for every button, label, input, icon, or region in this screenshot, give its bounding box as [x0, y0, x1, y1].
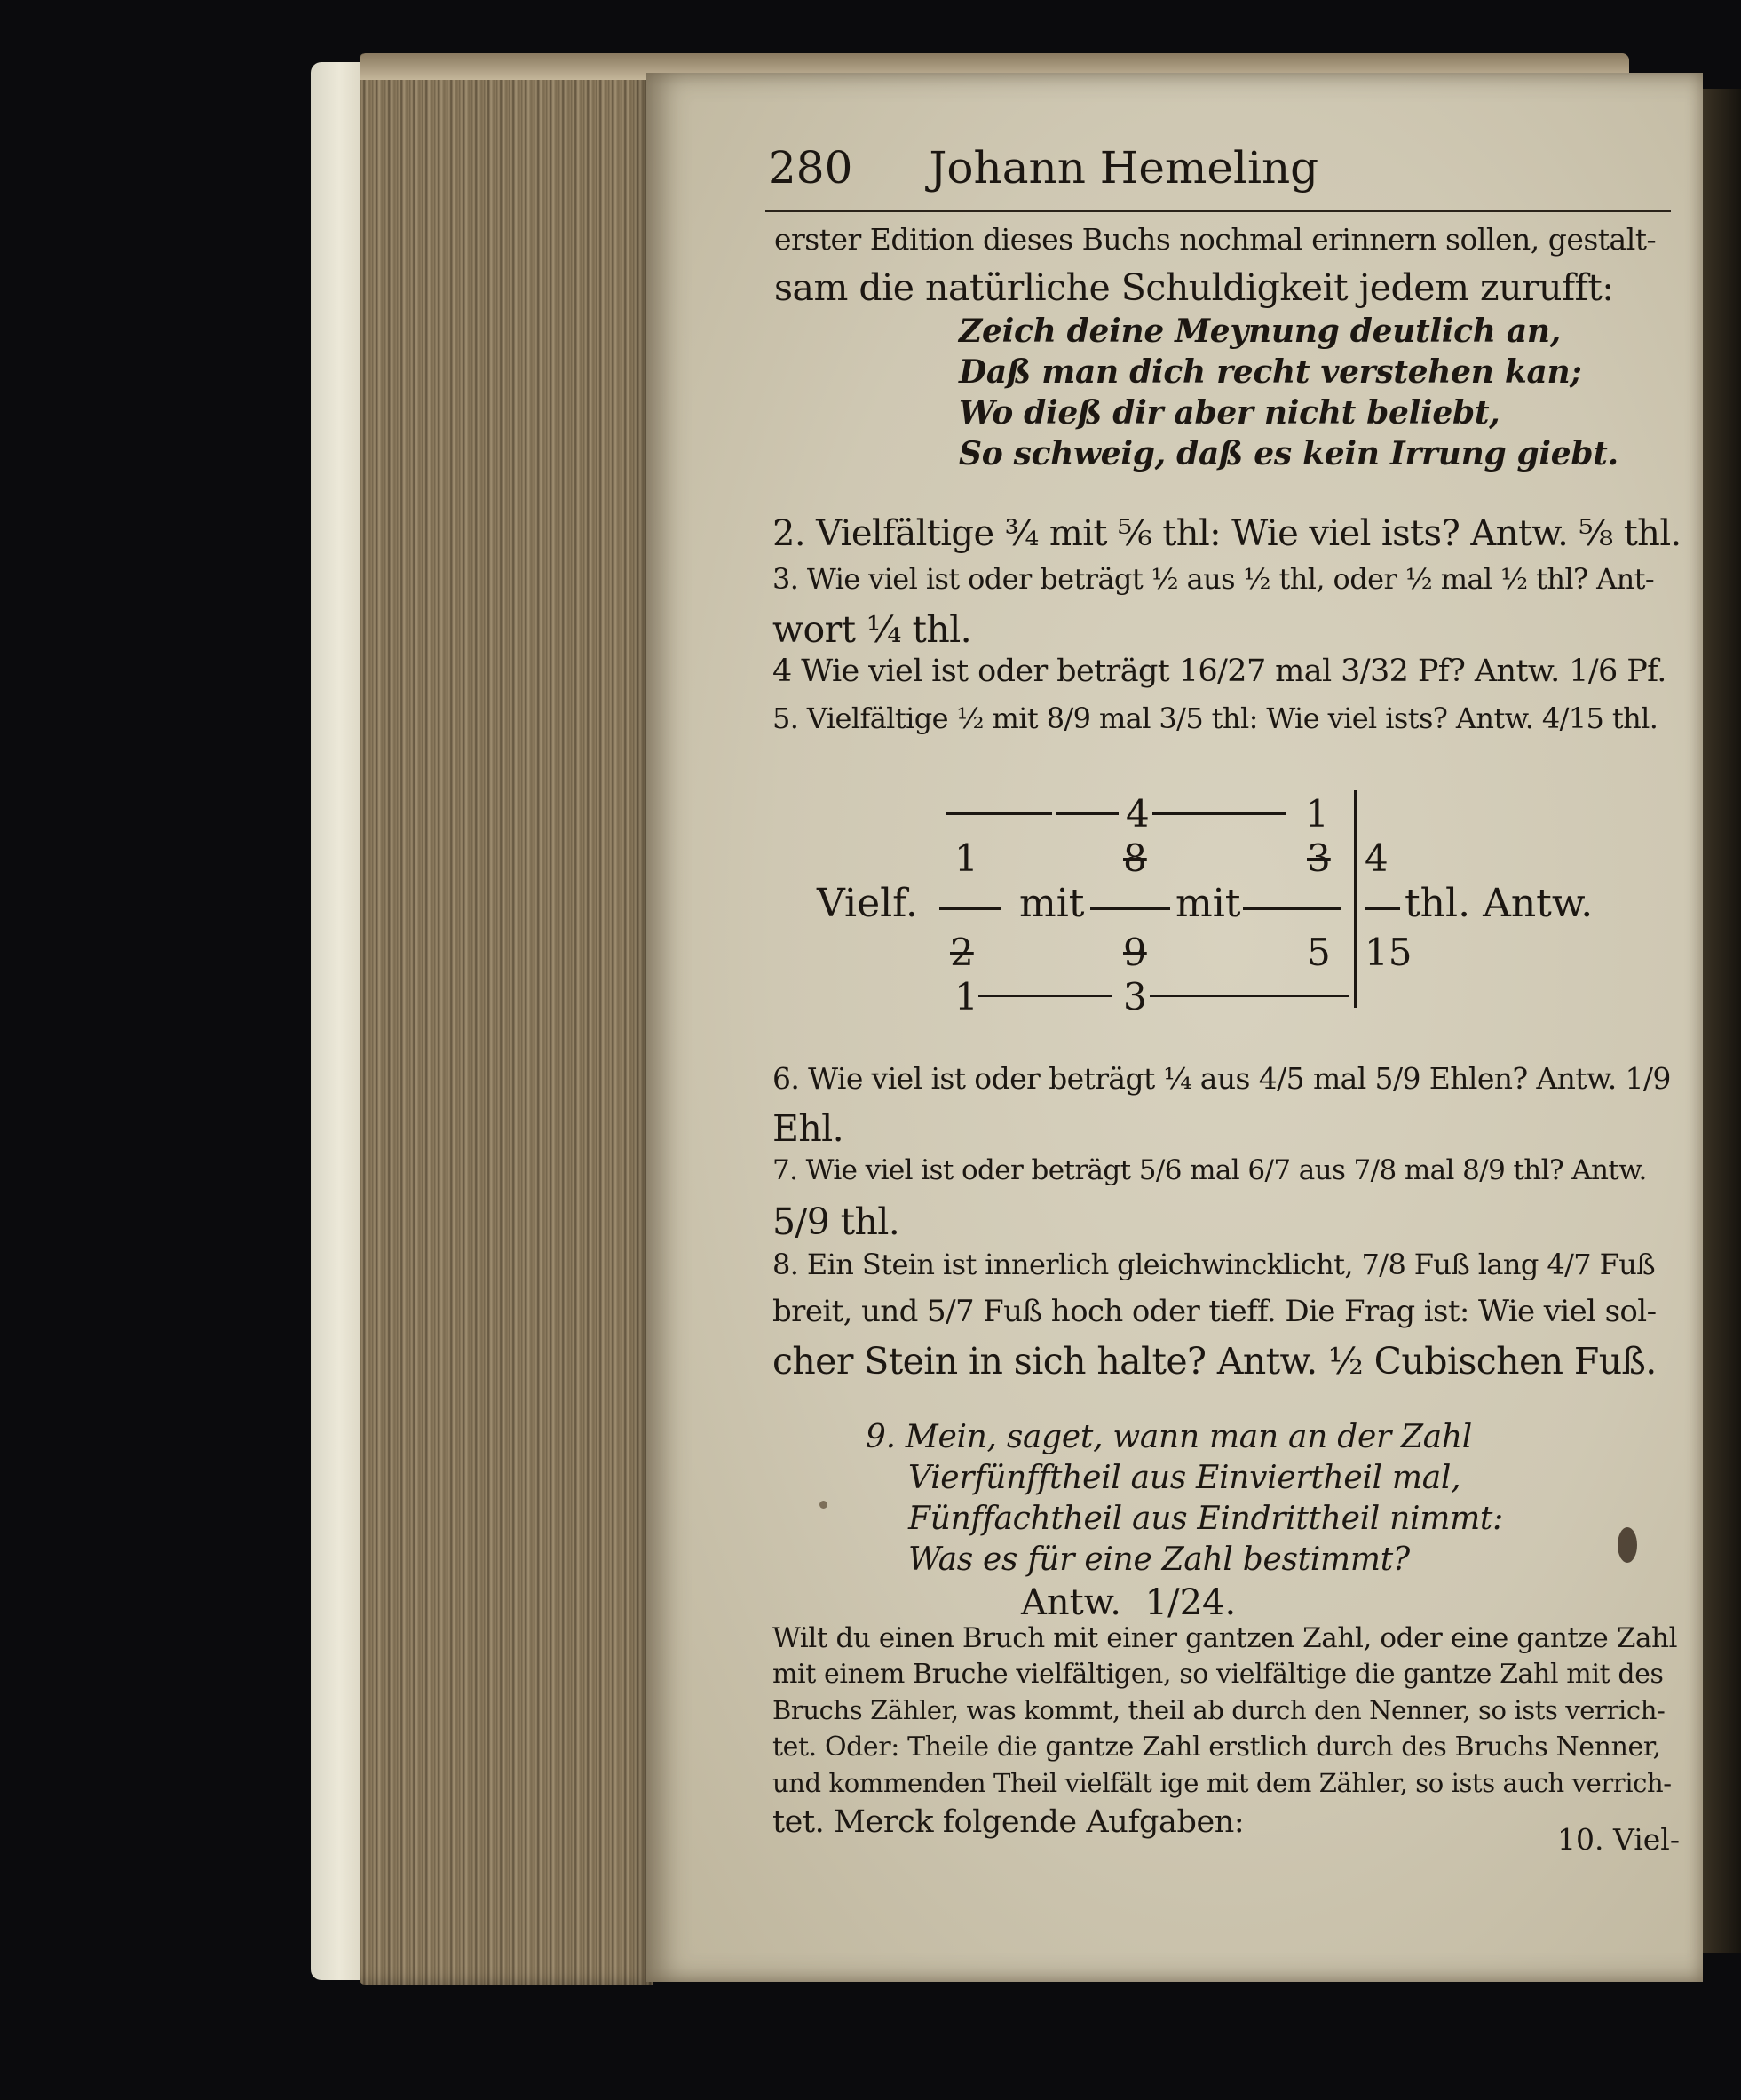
diagram-num-3: 3	[1307, 836, 1331, 880]
page-number: 280	[768, 142, 853, 194]
running-head	[768, 142, 1389, 194]
diagram-den-3: 5	[1307, 931, 1331, 974]
diagram-top-mid: 4	[1126, 792, 1150, 836]
riddle-line-1: 9. Mein, saget, wann man an der Zahl	[866, 1419, 1472, 1455]
diagram-den-2: 9	[1123, 931, 1147, 974]
diagram-result-num: 4	[1365, 836, 1389, 880]
riddle-answer-value: 1/24.	[1144, 1582, 1237, 1623]
problem-8-line-3: cher Stein in sich halte? Antw. ½ Cubischen Fuß.	[772, 1340, 1657, 1383]
verse-line-2: Daß man dich recht verstehen kan;	[959, 353, 1582, 391]
ink-spot	[819, 1501, 827, 1509]
problem-7-line-2: 5/9 thl.	[772, 1201, 900, 1243]
intro-line-1: erster Edition dieses Buchs nochmal erinnern sollen, gestalt-	[774, 222, 1657, 257]
problem-6-line-2: Ehl.	[772, 1107, 844, 1150]
verse-line-3: Wo dieß dir aber nicht beliebt,	[959, 394, 1500, 432]
diagram-top-right: 1	[1305, 792, 1329, 836]
diagram-label-vielf: Vielf.	[817, 881, 918, 926]
diagram-num-1: 1	[954, 836, 978, 880]
problem-5: 5. Vielfältige ½ mit 8/9 mal 3/5 thl: Wie viel ists? Antw. 4/15 thl.	[772, 701, 1658, 735]
diagram-label-result: thl. Antw.	[1405, 881, 1594, 926]
diagram-bottom-mid: 3	[1123, 975, 1147, 1018]
running-title: Johann Hemeling	[929, 142, 1319, 194]
problem-7-line-1: 7. Wie viel ist oder beträgt 5/6 mal 6/7 aus 7/8 mal 8/9 thl? Antw.	[772, 1154, 1647, 1186]
rule-line-1: Wilt du einen Bruch mit einer gantzen Zahl, oder eine gantze Zahl	[772, 1622, 1678, 1654]
rule-line-4: tet. Oder: Theile die gantze Zahl erstlich durch des Bruchs Nenner,	[772, 1732, 1661, 1763]
diagram-bar-2	[1090, 907, 1170, 910]
problem-8-line-2: breit, und 5/7 Fuß hoch oder tieff. Die Frag ist: Wie viel sol-	[772, 1294, 1657, 1329]
verse-line-1: Zeich deine Meynung deutlich an,	[959, 313, 1562, 350]
diagram-top-line-center	[1056, 812, 1119, 815]
problem-2: 2. Vielfältige ¾ mit ⅚ thl: Wie viel ists? Antw. ⅝ thl.	[772, 513, 1682, 554]
riddle-answer-label: Antw.	[1021, 1582, 1121, 1623]
riddle-line-3: Fünffachtheil aus Eindrittheil nimmt:	[908, 1501, 1503, 1537]
intro-line-2: sam die natürliche Schuldigkeit jedem zurufft:	[774, 266, 1614, 309]
header-rule	[765, 210, 1671, 212]
riddle-line-4: Was es für eine Zahl bestimmt?	[908, 1541, 1410, 1578]
page-edges	[360, 53, 653, 1985]
verse-line-4: So schweig, daß es kein Irrung giebt.	[959, 435, 1618, 472]
problem-8-line-1: 8. Ein Stein ist innerlich gleichwincklicht, 7/8 Fuß lang 4/7 Fuß	[772, 1248, 1656, 1281]
diagram-bottom-line-right	[1150, 995, 1349, 997]
diagram-label-mit-1: mit	[1019, 881, 1085, 926]
diagram-result-den: 15	[1365, 931, 1413, 974]
problem-3-line-2: wort ¼ thl.	[772, 608, 972, 651]
problem-6-line-1: 6. Wie viel ist oder beträgt ¼ aus 4/5 mal 5/9 Ehlen? Antw. 1/9	[772, 1061, 1671, 1096]
diagram-top-line-right	[1152, 812, 1286, 815]
fraction-diagram	[817, 781, 1616, 1021]
rule-line-6: tet. Merck folgende Aufgaben:	[772, 1804, 1245, 1840]
problem-3-line-1: 3. Wie viel ist oder beträgt ½ aus ½ thl, oder ½ mal ½ thl? Ant-	[772, 562, 1655, 596]
riddle-answer	[1021, 1582, 1236, 1623]
diagram-num-2: 8	[1123, 836, 1147, 880]
diagram-bottom-line-left	[978, 995, 1112, 997]
ink-stain	[1618, 1527, 1637, 1563]
diagram-bar-1	[939, 907, 1001, 910]
riddle-line-2: Vierfünfftheil aus Einviertheil mal,	[908, 1460, 1461, 1496]
diagram-den-1: 2	[950, 931, 974, 974]
problem-4: 4 Wie viel ist oder beträgt 16/27 mal 3/32 Pf? Antw. 1/6 Pf.	[772, 654, 1666, 689]
rule-line-5: und kommenden Theil vielfält ige mit dem Zähler, so ists auch verrich-	[772, 1768, 1672, 1798]
diagram-bar-result	[1365, 907, 1400, 910]
diagram-label-mit-2: mit	[1175, 881, 1241, 926]
diagram-bottom-left: 1	[954, 975, 978, 1018]
book-gutter	[1703, 89, 1741, 1953]
diagram-top-line-left	[946, 812, 1052, 815]
rule-line-3: Bruchs Zähler, was kommt, theil ab durch den Nenner, so ists verrich-	[772, 1695, 1666, 1725]
rule-line-2: mit einem Bruche vielfältigen, so vielfältige die gantze Zahl mit des	[772, 1659, 1664, 1690]
catchword: 10. Viel-	[1557, 1822, 1681, 1857]
diagram-divider	[1354, 790, 1357, 1008]
diagram-bar-3	[1243, 907, 1341, 910]
